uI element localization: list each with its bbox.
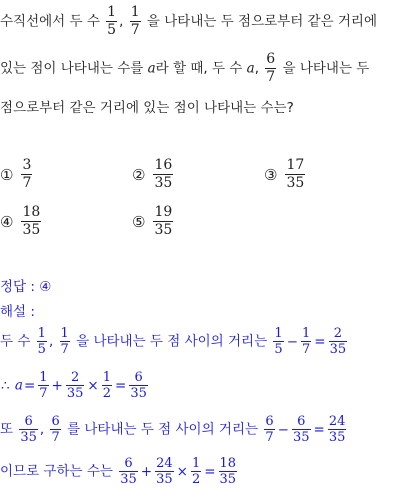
solution-heading: 해설 : xyxy=(0,304,35,320)
option-fraction: $\frac{19}{35}$ xyxy=(154,204,173,238)
fraction: $\frac{1}{7}$ xyxy=(130,4,140,38)
question-text: 라 할 때, 두 수 xyxy=(155,60,243,77)
solution-line-2: ∴ a= $\frac{1}{7}$ + $\frac{2}{35}$ × $\frac{1}{2}$ = $\frac{6}{35}$ xyxy=(1,370,147,401)
variable-a: a xyxy=(147,60,156,77)
question-line-3: 점으로부터 같은 거리에 있는 점이 나타내는 수는? xyxy=(0,100,294,116)
option-fraction: $\frac{16}{35}$ xyxy=(154,157,173,191)
fraction: $\frac{6}{35}$ xyxy=(20,414,37,445)
fraction: $\frac{2}{35}$ xyxy=(329,326,347,357)
fraction: $\frac{6}{7}$ xyxy=(51,414,60,445)
solution-line-3: 또 $\frac{6}{35}$ , $\frac{6}{7}$ 를 나타내는 두 점 사이의 거리는 $\frac{6}{7}$ − $\frac{6}{35}$ = $\frac{24}{35}$ xyxy=(0,414,346,445)
fraction: $\frac{1}{7}$ xyxy=(60,326,69,357)
fraction: $\frac{6}{35}$ xyxy=(292,414,310,445)
option-fraction: $\frac{3}{7}$ xyxy=(22,157,32,191)
option-1[interactable]: ① $\frac{3}{7}$ xyxy=(0,157,32,191)
question-text: 있는 점이 나타내는 수를 xyxy=(0,60,144,77)
answer-label: 정답 : ④ xyxy=(0,279,52,295)
fraction: $\frac{6}{35}$ xyxy=(130,370,147,401)
fraction: $\frac{1}{2}$ xyxy=(102,370,111,401)
fraction: $\frac{1}{7}$ xyxy=(302,326,311,357)
fraction: $\frac{2}{35}$ xyxy=(66,370,84,401)
solution-line-4: 이므로 구하는 수는 $\frac{6}{35}$ + $\frac{24}{35}$ × $\frac{1}{2}$ = $\frac{18}{35}$ xyxy=(0,456,237,487)
fraction: $\frac{1}{7}$ xyxy=(39,370,48,401)
option-fraction: $\frac{17}{35}$ xyxy=(286,157,305,191)
option-3[interactable]: ③ $\frac{17}{35}$ xyxy=(264,157,305,191)
fraction: $\frac{1}{5}$ xyxy=(274,326,283,357)
option-4[interactable]: ④ $\frac{18}{35}$ xyxy=(0,204,41,238)
fraction: $\frac{6}{7}$ xyxy=(265,414,274,445)
solution-line-1: 두 수 $\frac{1}{5}$ , $\frac{1}{7}$ 을 나타내는 두 점 사이의 거리는 $\frac{1}{5}$ − $\frac{1}{7}$ = $\frac{2}{35}$ xyxy=(0,326,347,357)
fraction: $\frac{24}{35}$ xyxy=(328,414,346,445)
question-line-1: 수직선에서 두 수 $\frac{1}{5}$ , $\frac{1}{7}$ 을 나타내는 두 점으로부터 같은 거리에 xyxy=(0,4,378,38)
question-line-2: 있는 점이 나타내는 수를 a라 할 때, 두 수 a, $\frac{6}{7}$ 을 나타내는 두 xyxy=(0,51,370,85)
fraction: $\frac{24}{35}$ xyxy=(156,456,173,487)
question-text: 을 나타내는 두 xyxy=(282,60,370,77)
fraction: $\frac{6}{7}$ xyxy=(266,51,276,85)
fraction: $\frac{1}{5}$ xyxy=(107,4,117,38)
fraction: $\frac{1}{2}$ xyxy=(191,456,201,487)
option-2[interactable]: ② $\frac{16}{35}$ xyxy=(132,157,173,191)
question-text: 수직선에서 두 수 xyxy=(0,13,100,30)
option-5[interactable]: ⑤ $\frac{19}{35}$ xyxy=(132,204,173,238)
question-text: 을 나타내는 두 점으로부터 같은 거리에 xyxy=(146,13,378,30)
fraction: $\frac{1}{5}$ xyxy=(37,326,46,357)
option-fraction: $\frac{18}{35}$ xyxy=(22,204,41,238)
fraction: $\frac{6}{35}$ xyxy=(120,456,137,487)
variable-a: a xyxy=(246,60,255,77)
fraction: $\frac{18}{35}$ xyxy=(219,456,237,487)
